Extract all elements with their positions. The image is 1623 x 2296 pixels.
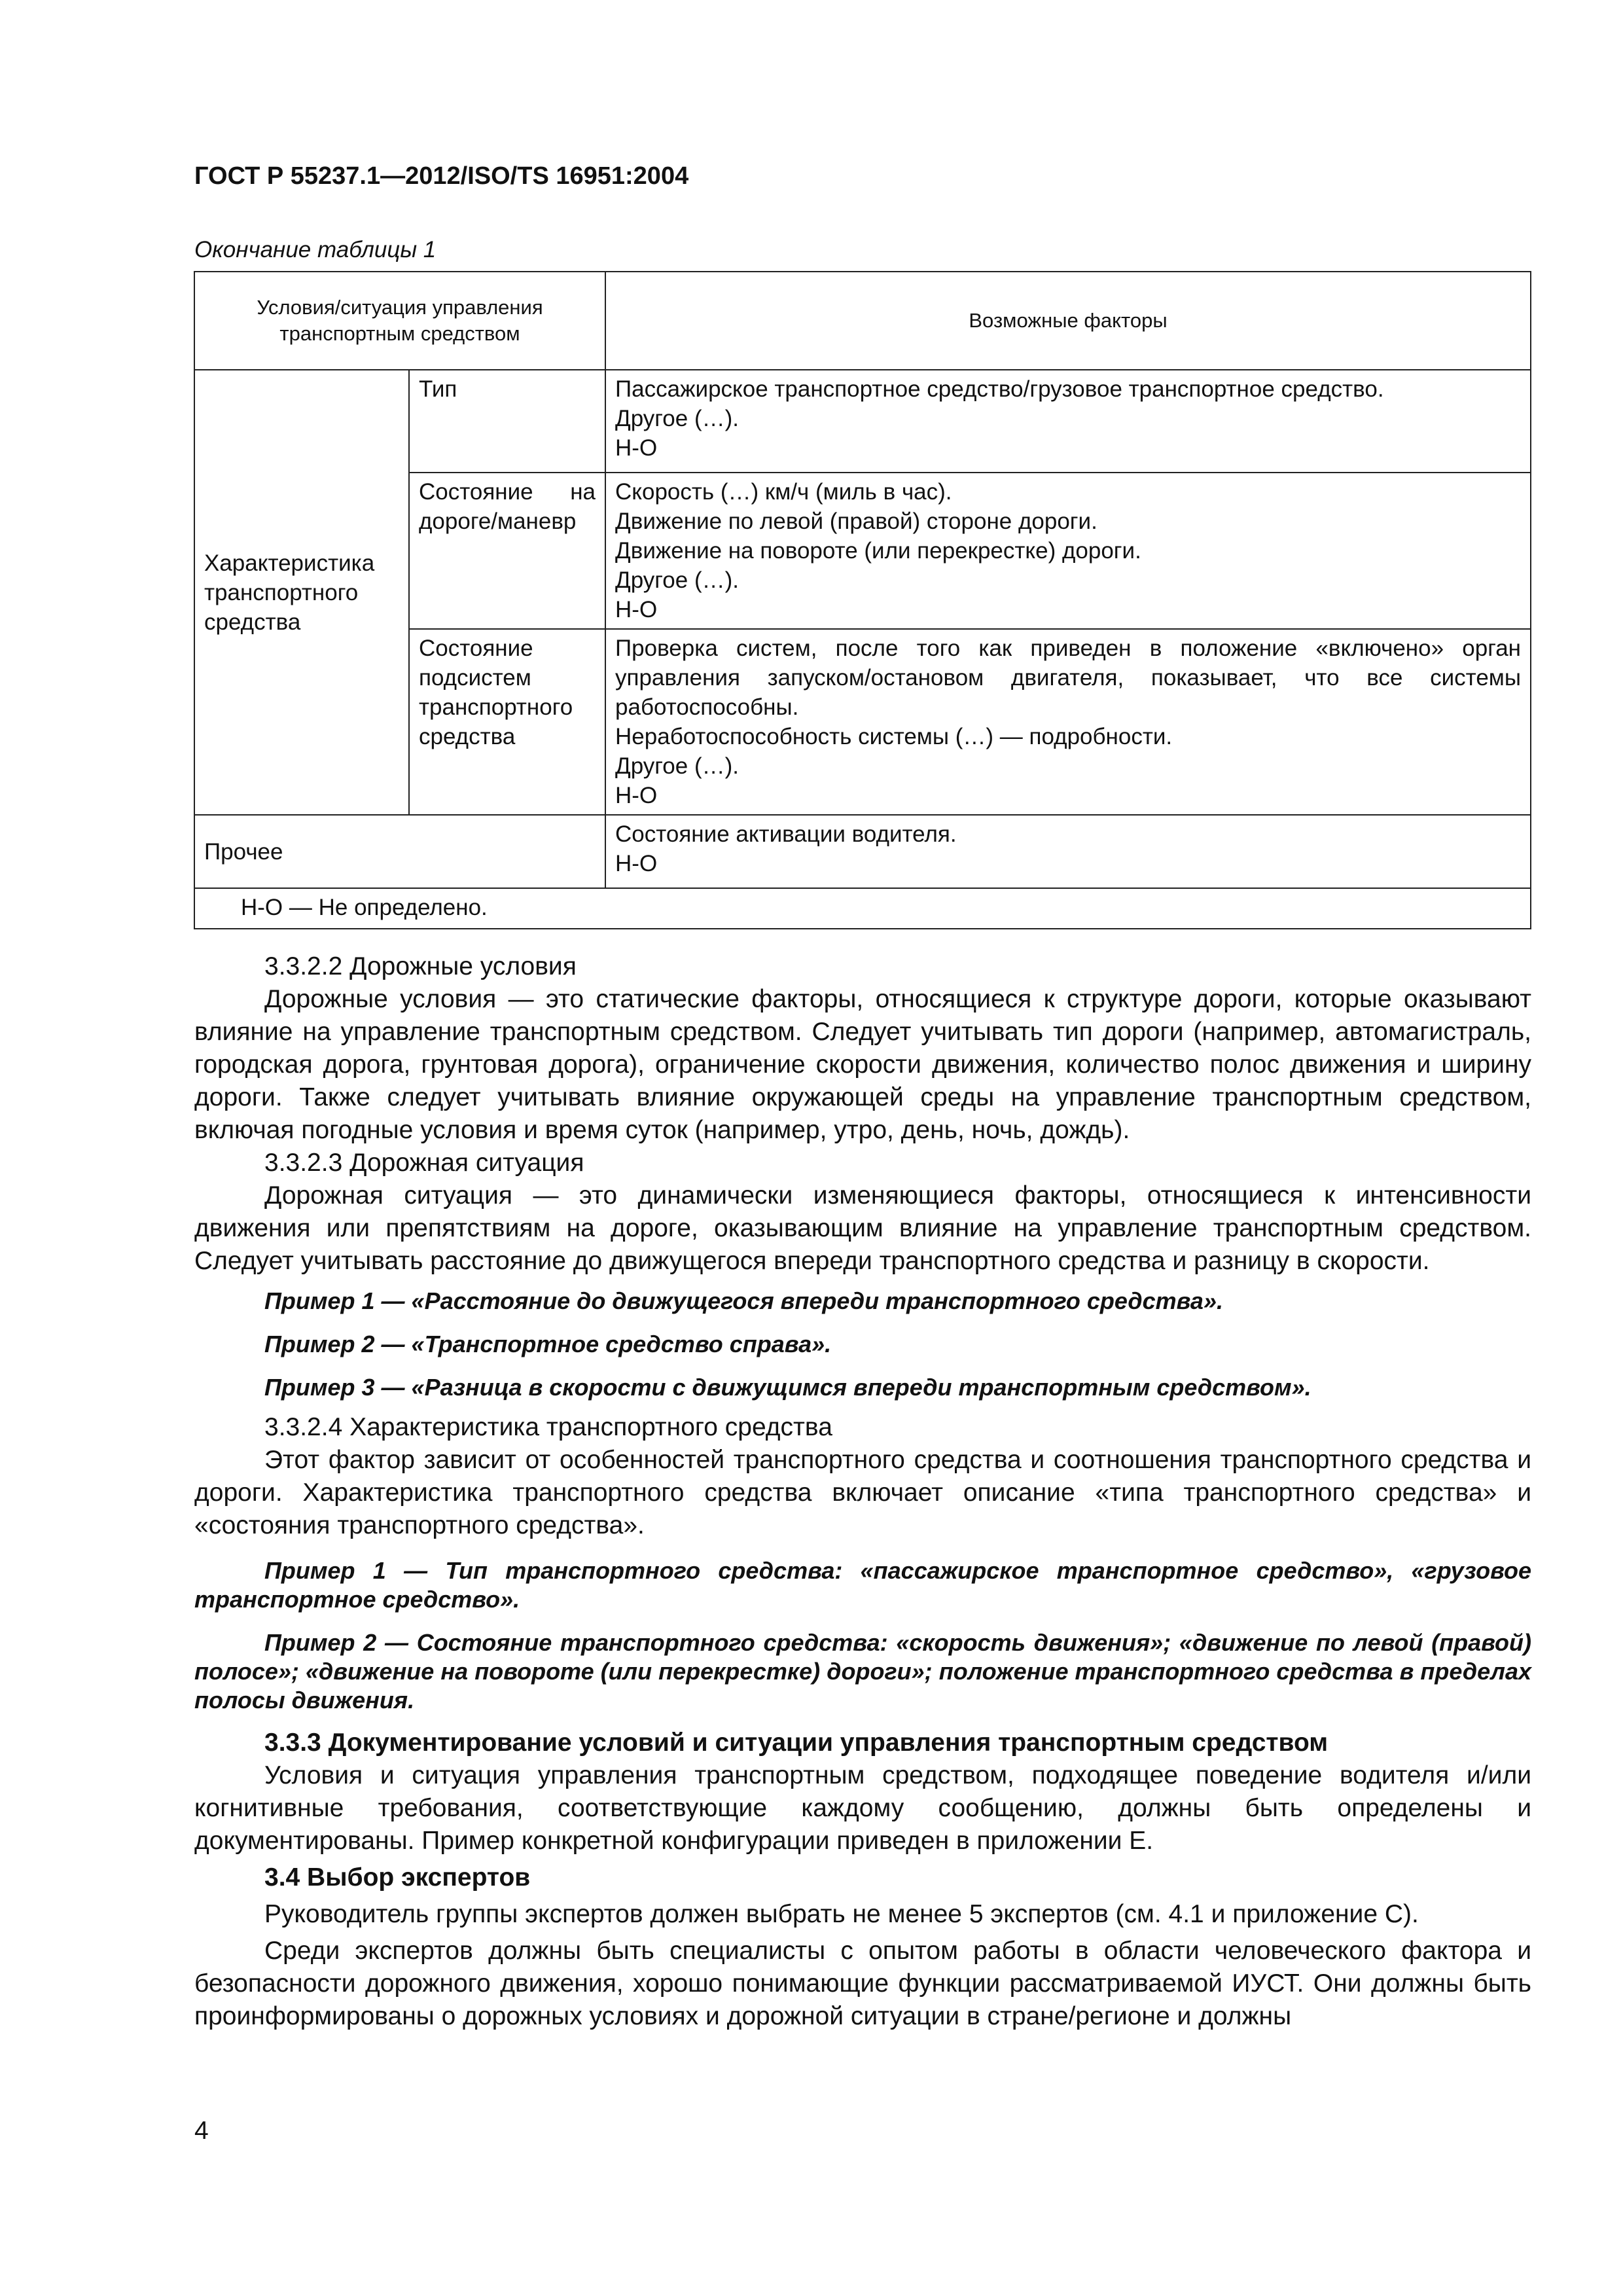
factor-line: Состояние активации водителя. xyxy=(615,821,957,847)
factors-cell xyxy=(605,370,1531,473)
paragraph: Условия и ситуация управления транспортным средством, подходящее поведение водителя и/или когнитивные требования, соответствующие каждому сообщению, должны быть определены и документированы. Пример конкретной конфигурации приведен в приложении Е. xyxy=(194,1761,1531,1855)
page-number: 4 xyxy=(194,2117,209,2145)
section-title-3-3-3: 3.3.3 Документирование условий и ситуации управления транспортным средством xyxy=(264,1729,1329,1757)
factor-line: Движение на повороте (или перекрестке) дороги. xyxy=(615,538,1141,564)
factors-cell xyxy=(605,473,1531,629)
factor-line: Другое (…). xyxy=(615,753,739,779)
paragraph: Этот фактор зависит от особенностей транспортного средства и соотношения транспортного средства и дороги. Характеристика транспортного средства включает описание «типа транспортного средства» и «состояния транспортного средства». xyxy=(194,1446,1531,1539)
table-footnote-row xyxy=(194,888,1531,929)
table-row-other xyxy=(194,815,1531,888)
factors-table xyxy=(194,271,1531,929)
table-header-factors: Возможные факторы xyxy=(605,272,1531,370)
factors-cell xyxy=(605,629,1531,815)
main-text xyxy=(194,950,1531,2033)
factor-line: Н-О xyxy=(615,597,658,622)
sub-label: Состояние на дороге/маневр xyxy=(409,473,605,629)
factor-line: Неработоспособность системы (…) — подробности. xyxy=(615,724,1173,749)
table-row xyxy=(194,370,1531,473)
sub-label: Тип xyxy=(409,370,605,473)
paragraph: Руководитель группы экспертов должен выбрать не менее 5 экспертов (см. 4.1 и приложение С). xyxy=(264,1900,1419,1928)
factor-line: Пассажирское транспортное средство/грузовое транспортное средство. xyxy=(615,376,1384,402)
factor-line: Другое (…). xyxy=(615,567,739,593)
example: Пример 3 — «Разница в скорости с движущимся впереди транспортным средством». xyxy=(264,1374,1311,1401)
section-title-3-4: 3.4 Выбор экспертов xyxy=(264,1863,531,1892)
sub-label: Состояние подсистем транспортного средства xyxy=(409,629,605,815)
paragraph: Дорожные условия — это статические факторы, относящиеся к структуре дороги, которые оказывают влияние на управление транспортным средством. Следует учитывать тип дороги (например, автомагистраль, городская дорога, грунтовая дорога), ограничение скорости движения, количество полос движения и ширину дороги. Также следует учитывать влияние окружающей среды на управление транспортным средством, включая погодные условия и время суток (например, утро, день, ночь, дождь). xyxy=(194,985,1531,1144)
document-header: ГОСТ Р 55237.1—2012/ISO/TS 16951:2004 xyxy=(194,162,689,190)
table-caption: Окончание таблицы 1 xyxy=(194,237,437,262)
factor-line: Проверка систем, после того как приведен в положение «включено» орган управления запуском/остановом двигателя, показывает, что все системы работоспособны. xyxy=(615,636,1521,720)
factor-line: Другое (…). xyxy=(615,406,739,431)
section-title-3-3-2-3: 3.3.2.3 Дорожная ситуация xyxy=(264,1149,584,1177)
factor-line: Движение по левой (правой) стороне дороги. xyxy=(615,509,1097,534)
example: Пример 2 — «Транспортное средство справа». xyxy=(264,1331,832,1357)
factor-line: Скорость (…) км/ч (миль в час). xyxy=(615,479,952,505)
example: Пример 1 — «Расстояние до движущегося впереди транспортного средства». xyxy=(264,1287,1223,1314)
factor-line: Н-О xyxy=(615,435,658,461)
paragraph: Среди экспертов должны быть специалисты с опытом работы в области человеческого фактора и безопасности дорожного движения, хорошо понимающие функции рассматриваемой ИУСТ. Они должны быть проинформированы о дорожных условиях и дорожной ситуации в стране/регионе и должны xyxy=(194,1937,1531,2030)
example: Пример 1 — Тип транспортного средства: «пассажирское транспортное средство», «грузовое транспортное средство». xyxy=(194,1557,1531,1613)
group-label-vehicle: Характеристика транспортного средства xyxy=(194,370,409,815)
factors-cell xyxy=(605,815,1531,888)
table-footnote: Н-О — Не определено. xyxy=(194,888,1531,929)
factor-line: Н-О xyxy=(615,851,658,876)
example: Пример 2 — Состояние транспортного средства: «скорость движения»; «движение по левой (правой) полосе»; «движение на повороте (или перекрестке) дороги»; положение транспортного средства в пределах полосы движения. xyxy=(194,1629,1531,1713)
paragraph: Дорожная ситуация — это динамически изменяющиеся факторы, относящиеся к интенсивности движения или препятствиям на дороге, оказывающим влияние на управление транспортным средством. Следует учитывать расстояние до движущегося впереди транспортного средства и разницу в скорости. xyxy=(194,1181,1531,1275)
section-title-3-3-2-4: 3.3.2.4 Характеристика транспортного средства xyxy=(264,1413,832,1441)
table-header-conditions: Условия/ситуация управления транспортным средством xyxy=(194,272,605,370)
section-title-3-3-2-2: 3.3.2.2 Дорожные условия xyxy=(264,952,577,980)
table-header-row xyxy=(194,272,1531,370)
other-label: Прочее xyxy=(194,815,605,888)
factor-line: Н-О xyxy=(615,783,658,808)
